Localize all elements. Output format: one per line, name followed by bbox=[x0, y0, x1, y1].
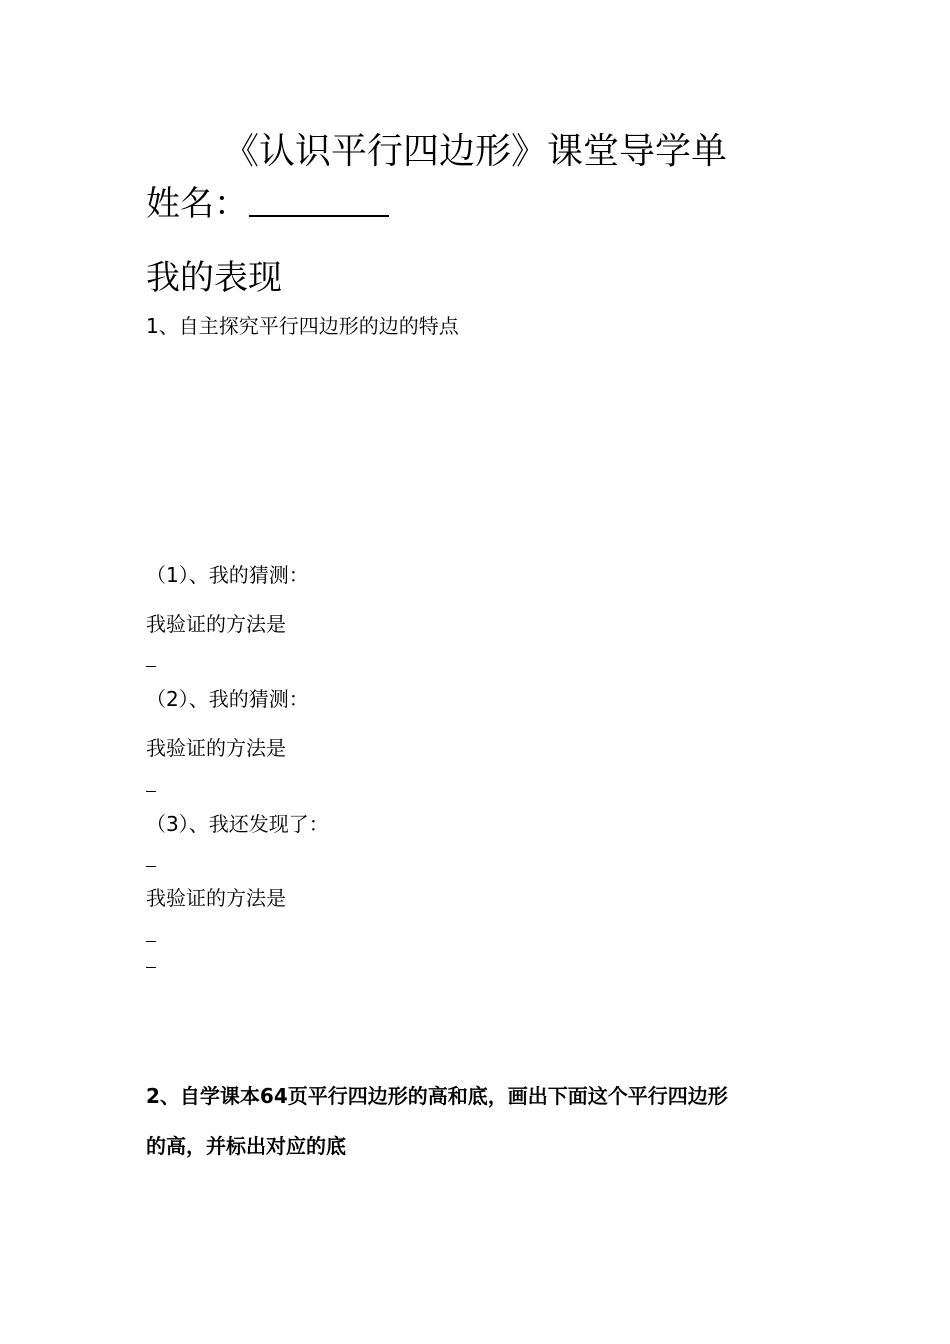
name-label: 姓名： bbox=[146, 184, 248, 224]
question-1-heading: 1、自主探究平行四边形的边的特点 bbox=[146, 314, 459, 338]
question-2-line-2: 的高，并标出对应的底 bbox=[146, 1134, 346, 1158]
item-2-guess-label: （2）、我的猜测： bbox=[146, 687, 309, 711]
page-title: 《认识平行四边形》课堂导学单 bbox=[222, 131, 727, 172]
name-fill-line[interactable] bbox=[249, 215, 389, 217]
question-2-line-1: 2、自学课本64页平行四边形的高和底，画出下面这个平行四边形 bbox=[146, 1084, 728, 1108]
item-1-answer-line[interactable] bbox=[146, 666, 156, 667]
item-2-method-label: 我验证的方法是 bbox=[146, 736, 286, 760]
item-1-method-label: 我验证的方法是 bbox=[146, 612, 286, 636]
item-1-guess-label: （1）、我的猜测： bbox=[146, 563, 309, 587]
item-3-found-label: （3）、我还发现了： bbox=[146, 812, 329, 836]
item-3-method-label: 我验证的方法是 bbox=[146, 886, 286, 910]
section-heading: 我的表现 bbox=[146, 258, 282, 298]
item-3-method-line-2[interactable] bbox=[146, 967, 156, 968]
item-3-method-line-1[interactable] bbox=[146, 941, 156, 942]
item-3-answer-line[interactable] bbox=[146, 866, 156, 867]
item-2-answer-line[interactable] bbox=[146, 791, 156, 792]
